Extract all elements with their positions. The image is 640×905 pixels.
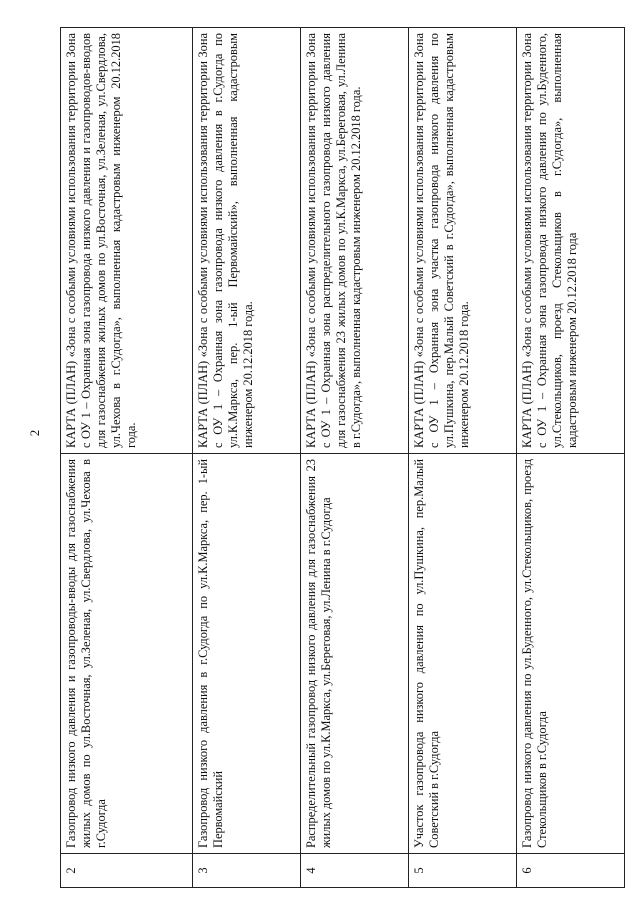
table-row [61,28,193,888]
object-description: Участок газопровода низкого давления по ул.Пушкина, пер.Малый Советский в г.Судогда [409,454,517,854]
map-description: КАРТА (ПЛАН) «Зона с особыми условиями использования территории Зона с ОУ 1 – Охранная зона газопровода низкого давления и газопроводов-вводов для газоснабжения жилых домов по ул.Восточная, ул.Зеленая, ул.Свердлова, ул.Чехова в г.Судогда», выполненная кадастровым инженером 20.12.2018 года. [61,28,193,454]
object-description: Газопровод низкого давления в г.Судогда по ул.К.Маркса, пер. 1-ый Первомайский [193,454,301,854]
row-number: 5 [409,854,517,888]
table-row [517,28,625,888]
object-description: Газопровод низкого давления и газопроводы-вводы для газоснабжения жилых домов по ул.Восточная, ул.Зеленая, ул.Свердлова, ул.Чехова в г.Судогда [61,454,193,854]
row-number: 6 [517,854,625,888]
page-number: 2 [27,429,42,437]
table-row [193,28,301,888]
row-number: 4 [301,854,409,888]
map-description: КАРТА (ПЛАН) «Зона с особыми условиями использования территории Зона с ОУ 1 – Охранная зона газопровода низкого давления по ул.Буденного, ул.Стекольщиков, проезд Стекольщиков в г.Судогда», выполненная кадастровым инженером 20.12.2018 года [517,28,625,454]
rotated-table-container [60,28,625,888]
table-row [301,28,409,888]
object-description: Газопровод низкого давления по ул.Буденного, ул.Стекольщиков, проезд Стекольщиков в г.Судогда [517,454,625,854]
object-description: Распределительный газопровод низкого давления для газоснабжения 23 жилых домов по ул.К.Маркса, ул.Береговая, ул.Ленина в г.Судогда [301,454,409,854]
map-description: КАРТА (ПЛАН) «Зона с особыми условиями использования территории Зона с ОУ 1 – Охранная зона участка газопровода низкого давления по ул.Пушкина, пер.Малый Советский в г.Судогда», выполненная кадастровым инженером 20.12.2018 года. [409,28,517,454]
row-number: 2 [61,854,193,888]
map-description: КАРТА (ПЛАН) «Зона с особыми условиями использования территории Зона с ОУ 1 – Охранная зона распределительного газопровода низкого давления для газоснабжения 23 жилых домов по ул.К.Маркса, ул.Береговая, ул.Ленина в г.Судогда», выполненная кадастровым инженером 20.12.2018 года. [301,28,409,454]
map-description: КАРТА (ПЛАН) «Зона с особыми условиями использования территории Зона с ОУ 1 – Охранная зона газопровода низкого давления в г.Судогда по ул.К.Маркса, пер. 1-ый Первомайский», выполненная кадастровым инженером 20.12.2018 года. [193,28,301,454]
table-row [409,28,517,888]
row-number: 3 [193,854,301,888]
zones-table [60,27,625,888]
